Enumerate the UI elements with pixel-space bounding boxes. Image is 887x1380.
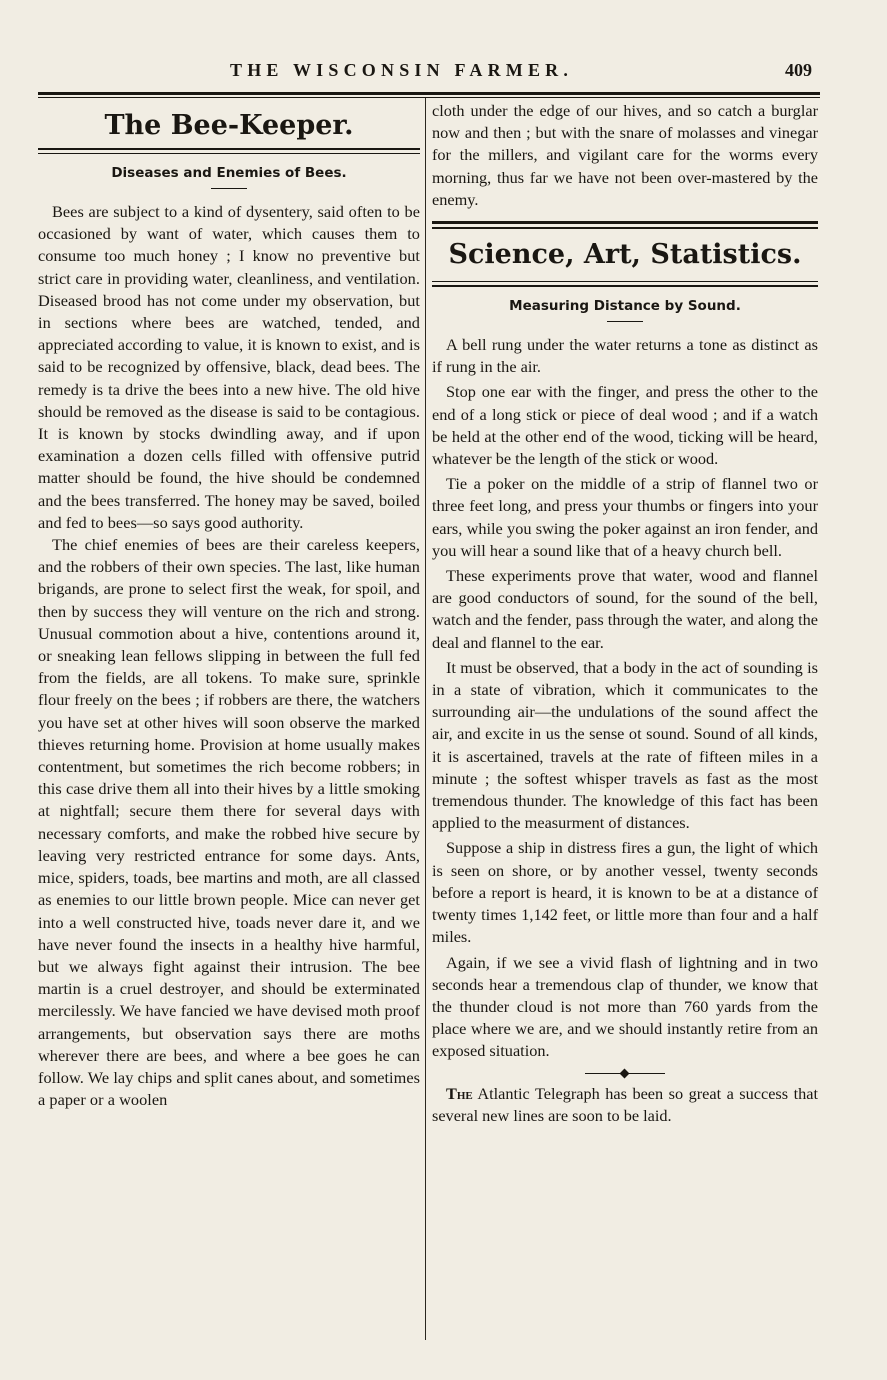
page-number: 409	[785, 60, 812, 80]
department-title-bee-keeper: The Bee-Keeper.	[104, 110, 354, 141]
running-head	[0, 60, 887, 84]
right-column	[432, 100, 818, 1130]
title-rule	[607, 321, 643, 322]
paragraph: The chief enemies of bees are their careless keepers, and the robbers of their own species. The last, like human brigands, are prone to select first the weak, for spoil, and then by success they will venture on the rich and strong. Unusual commotion about a hive, contentions around it, or sneaking lean fellows slipping in between the full fed from the fields, are all tokens. To make sure, sprinkle flour freely on the bees ; if robbers are there, the watchers you have set at other hives will soon observe the marked thieves returning home. Provision at home usually makes contentment, but sometimes the rich become robbers; in this case drive them all into their hives by a little smoking at nightfall; secure them there for several days with necessary comforts, and make the robbed hive secure by leaving very restricted entrance for some days. Ants, mice, spiders, toads, bee martins and moth, are all classed as enemies to our little brown people. Mice can never get into a well constructed hive, toads never dare it, and we have never found the insects in a healthy hive harmful, but we always fight against their intrusion. The bee martin is a cruel destroyer, and should be exterminated mercilessly. We have fancied we have devised moth proof arrangements, but observation says there are moths wherever there are bees, and where a bee goes he can follow. We lay chips and split canes about, and sometimes a paper or a woolen	[38, 535, 420, 1110]
ornament-divider	[585, 1067, 665, 1079]
header-rule-thin	[38, 97, 820, 98]
publication-title: THE WISCONSIN FARMER.	[230, 60, 574, 80]
news-note	[432, 1083, 818, 1127]
paragraph: Tie a poker on the middle of a strip of flannel two or three feet long, and press your thumbs or fingers into your ears, while you swing the poker against an iron fender, and you will hear a sound like that of a heavy church bell.	[432, 474, 818, 560]
paragraph: These experiments prove that water, wood and flannel are good conductors of sound, for the sound of the bell, watch and the fender, pass through the water, and along the deal and flannel to the ear.	[432, 566, 818, 652]
note-text: Atlantic Telegraph has been so great a success that several new lines are soon to be laid.	[432, 1083, 818, 1125]
section-separator	[432, 221, 818, 229]
article-title-sound: Measuring Distance by Sound.	[509, 298, 741, 315]
department-title-science: Science, Art, Statistics.	[448, 239, 802, 271]
article-title-bees: Diseases and Enemies of Bees.	[111, 165, 347, 181]
left-column	[38, 100, 420, 1111]
paragraph: Bees are subject to a kind of dysentery, said often to be occasioned by want of water, which causes them to consume too much honey ; I know no preventive but strict care in providing water, cleanliness, and ventilation. Diseased brood has not come under my observation, but in sections where bees are watched, tended, and appreciated according to value, it is known to exist, and is said to be recognized by offensive, black, dead bees. The remedy is ta drive the bees into a new hive. The old hive should be removed as the disease is said to be contagious. It is known by stocks dwindling away, and if upon examination a dozen cells filled with offensive putrid matter should be found, the hive should be condemned and the bees transferred. The honey may be saved, boiled and fed to bees—so says good authority.	[38, 202, 420, 532]
title-rule	[211, 188, 247, 189]
paragraph: It must be observed, that a body in the act of sounding is in a state of vibration, which it communicates to the surrounding air—the undulations of the sound affect the air, and excite in us the sense ot sound. Sound of all kinds, it is ascertained, travels at the rate of fifteen miles in a minute ; the softest whisper travels as fast as the most tremendous thunder. The knowledge of this fact has been applied to the measurment of distances.	[432, 657, 818, 833]
note-lead: The	[446, 1083, 473, 1103]
department-rules	[38, 148, 420, 154]
paragraph: A bell rung under the water returns a tone as distinct as if rung in the air.	[432, 335, 818, 377]
header-rule-thick	[38, 92, 820, 95]
department-rules	[432, 281, 818, 287]
paragraph: Again, if we see a vivid flash of lightning and in two seconds hear a tremendous clap of thunder, we know that the thunder cloud is not more than 760 yards from the place where we are, and we should instantly retire from an exposed situation.	[432, 952, 818, 1061]
paragraph: Stop one ear with the finger, and press the other to the end of a long stick or piece of deal wood ; and if a watch be held at the other end of the wood, ticking will be heard, whatever be the length of the stick or wood.	[432, 382, 818, 469]
column-divider	[425, 98, 426, 1340]
paragraph: Suppose a ship in distress fires a gun, the light of which is seen on shore, or by another vessel, twenty seconds before a report is heard, it is known to be at a distance of twenty times 1,142 feet, or little more than four and a half miles.	[432, 838, 818, 947]
continued-paragraph: cloth under the edge of our hives, and so catch a burglar now and then ; but with the snare of molasses and vinegar for the millers, and vigilant care for the worms every morning, thus far we have not been over-mastered by the enemy.	[432, 101, 818, 209]
